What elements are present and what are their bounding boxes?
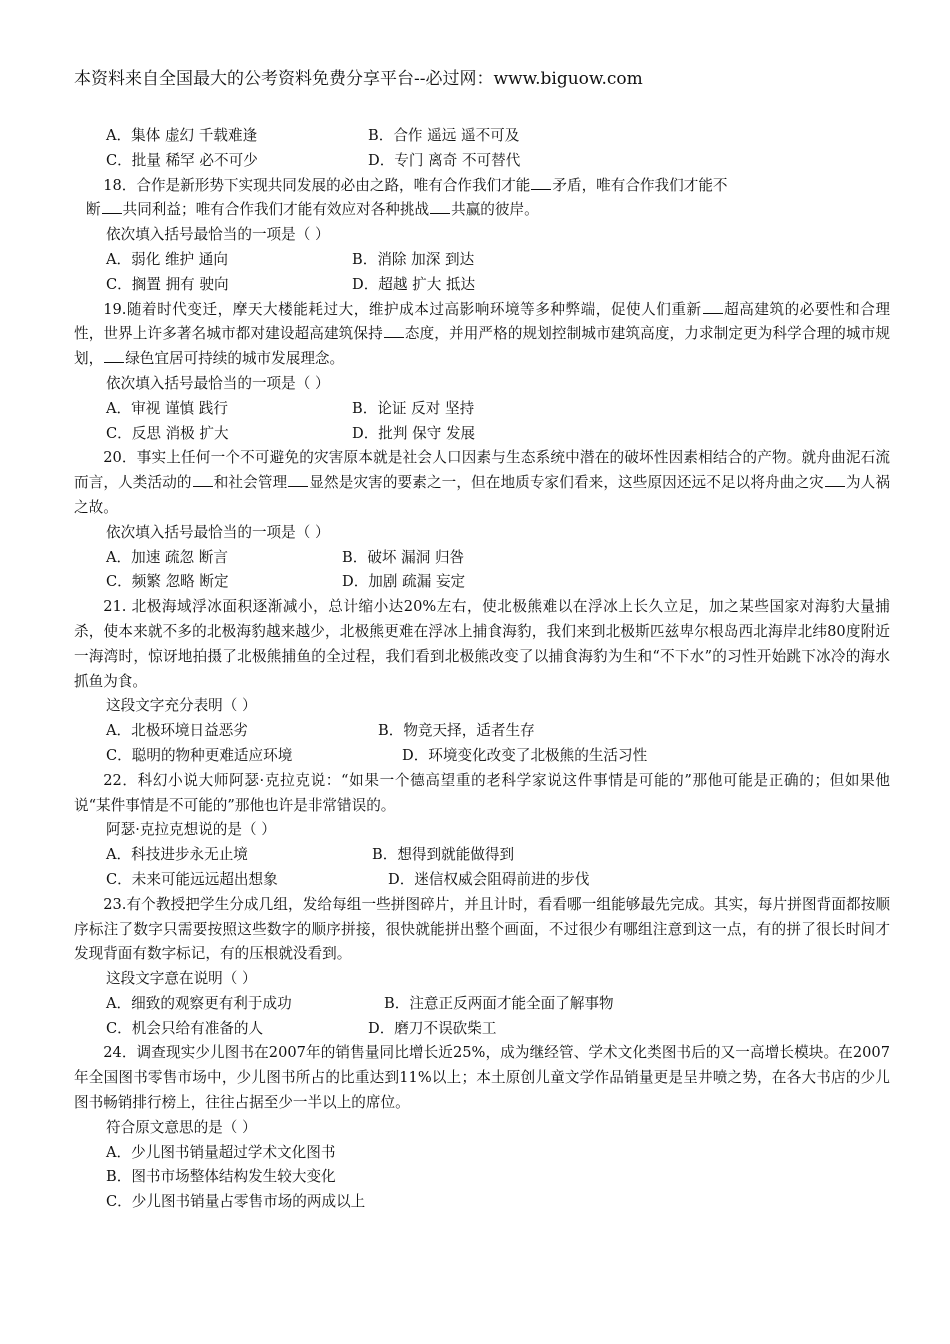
q21-option-d: D．环境变化改变了北极熊的生活习性 bbox=[402, 746, 648, 764]
q24-stem: 24．调查现实少儿图书在2007年的销售量同比增长近25%，成为继经管、学术文化类图书后的又一高增长模块。在2007年全国图书零售市场中，少儿图书所占的比重达到11%以上；本土原创儿童文学作品销量更是呈井喷之势，在各大书店的少儿图书畅销排行榜上，往往占据至少一半以上的席位。 bbox=[74, 1044, 890, 1112]
q18-option-b: B．消除 加深 到达 bbox=[352, 250, 475, 268]
q22-options-row-2 bbox=[74, 868, 890, 893]
answer-blank bbox=[104, 348, 124, 363]
q20-stem-part-2: 和社会管理 bbox=[213, 474, 288, 492]
q22-prompt: 阿瑟·克拉克想说的是（ ） bbox=[106, 821, 276, 839]
q20-stem bbox=[74, 446, 890, 520]
q20-prompt: 依次填入括号最恰当的一项是（ ） bbox=[106, 523, 330, 541]
q19-option-d: D．批判 保守 发展 bbox=[352, 424, 476, 442]
q18-options-row-1 bbox=[74, 248, 890, 273]
q20-stem-part-3: 显然是灾害的要素之一，但在地质专家们看来，这些原因还远不足以将舟曲之灾 bbox=[309, 474, 824, 492]
q18-stem bbox=[74, 174, 890, 199]
q19-option-b: B．论证 反对 坚持 bbox=[352, 399, 475, 417]
q20-option-d: D．加剧 疏漏 妄定 bbox=[342, 573, 466, 591]
q19-option-a: A．审视 谨慎 践行 bbox=[106, 399, 228, 417]
q22-option-b: B．想得到就能做得到 bbox=[372, 846, 515, 864]
q19-stem-part-4: 绿色宜居可持续的城市发展理念。 bbox=[125, 350, 345, 368]
answer-blank bbox=[430, 199, 450, 214]
q21-option-c: C．聪明的物种更难适应环境 bbox=[106, 746, 293, 764]
q18-stem-part-2: 矛盾，唯有合作我们才能不 bbox=[552, 176, 728, 194]
q17-options-row-2 bbox=[74, 149, 890, 174]
q21-options-row-1 bbox=[74, 719, 890, 744]
q17-option-c: C．批量 稀罕 必不可少 bbox=[106, 151, 258, 169]
q24-option-a: A．少儿图书销量超过学术文化图书 bbox=[106, 1143, 336, 1161]
document-body bbox=[74, 124, 890, 1215]
q24-prompt: 符合原文意思的是（ ） bbox=[106, 1118, 257, 1136]
answer-blank bbox=[288, 472, 308, 487]
q23-stem: 23.有个教授把学生分成几组，发给每组一些拼图碎片，并且计时，看看哪一组能够最先完成。其实，每片拼图背面都按顺序标注了数字只需要按照这些数字的顺序拼接，很快就能拼出整个画面，不过很少有哪组注意到这一点，有的拼了很长时间才发现背面有数字标记，有的压根就没看到。 bbox=[74, 895, 890, 963]
q21-prompt: 这段文字充分表明（ ） bbox=[106, 697, 257, 715]
answer-blank bbox=[531, 175, 551, 190]
q18-stem-part-3: 断 bbox=[86, 201, 101, 219]
q20-option-a: A．加速 疏忽 断言 bbox=[106, 548, 228, 566]
q19-options-row-2 bbox=[74, 422, 890, 447]
q18-prompt: 依次填入括号最恰当的一项是（ ） bbox=[106, 226, 330, 244]
answer-blank bbox=[384, 323, 404, 338]
q18-stem-part-4: 共同利益；唯有合作我们才能有效应对各种挑战 bbox=[122, 201, 430, 219]
q24-option-c: C．少儿图书销量占零售市场的两成以上 bbox=[106, 1193, 366, 1211]
q22-option-d: D．迷信权威会阻碍前进的步伐 bbox=[388, 870, 590, 888]
q20-stem-part-1: 20．事实上任何一个不可避免的灾害原本就是社会人口因素与生态系统中潜在的破坏性因素相结合的产物。就舟曲泥石流而言，人类活动的 bbox=[74, 449, 890, 492]
q23-option-d: D．磨刀不误砍柴工 bbox=[368, 1019, 497, 1037]
q21-stem: 21. 北极海域浮冰面积逐渐减小，总计缩小达20%左右，使北极熊难以在浮冰上长久立足，加之某些国家对海豹大量捕杀，使本来就不多的北极海豹越来越少，北极熊更难在浮冰上捕食海豹，我们来到北极斯匹兹卑尔根岛西北海岸北纬80度附近一海湾时，惊讶地拍摄了北极熊捕鱼的全过程，我们看到北极熊改变了以捕食海豹为生和“不下水”的习性开始跳下冰冷的海水抓鱼为食。 bbox=[74, 598, 890, 690]
q19-stem bbox=[74, 298, 890, 372]
q19-options-row-1 bbox=[74, 397, 890, 422]
q22-stem: 22．科幻小说大师阿瑟·克拉克说：“如果一个德高望重的老科学家说这件事情是可能的”那他可能是正确的；但如果他说“某件事情是不可能的”那他也许是非常错误的。 bbox=[74, 771, 890, 814]
q17-options-row-1 bbox=[74, 124, 890, 149]
q21-option-b: B．物竞天择，适者生存 bbox=[378, 722, 535, 740]
q24-option-b: B．图书市场整体结构发生较大变化 bbox=[106, 1168, 336, 1186]
q17-option-d: D．专门 离奇 不可替代 bbox=[368, 151, 521, 169]
q19-stem-part-2: 超高建筑的必要性和合理性，世界上许多著名城市都对建设超高建筑保持 bbox=[74, 300, 890, 343]
q18-stem-part-1: 18．合作是新形势下实现共同发展的必由之路，唯有合作我们才能 bbox=[103, 176, 531, 194]
q18-stem-continued bbox=[74, 198, 890, 223]
answer-blank bbox=[825, 472, 845, 487]
q22-options-row-1 bbox=[74, 843, 890, 868]
q18-options-row-2 bbox=[74, 273, 890, 298]
q20-options-row-2 bbox=[74, 570, 890, 595]
q18-stem-part-5: 共赢的彼岸。 bbox=[451, 201, 539, 219]
q19-option-c: C．反思 消极 扩大 bbox=[106, 424, 229, 442]
q20-options-row-1 bbox=[74, 546, 890, 571]
q19-prompt: 依次填入括号最恰当的一项是（ ） bbox=[106, 374, 330, 392]
q18-option-a: A．弱化 维护 通向 bbox=[106, 250, 228, 268]
answer-blank bbox=[102, 199, 122, 214]
q17-option-b: B．合作 遥远 遥不可及 bbox=[368, 127, 520, 144]
q20-option-b: B．破坏 漏洞 归咎 bbox=[342, 548, 465, 566]
q23-option-b: B．注意正反两面才能全面了解事物 bbox=[384, 994, 614, 1012]
q18-option-c: C．搁置 拥有 驶向 bbox=[106, 275, 229, 293]
q21-options-row-2 bbox=[74, 744, 890, 769]
q19-stem-part-1: 19.随着时代变迁，摩天大楼能耗过大，维护成本过高影响环境等多种弊端，促使人们重新 bbox=[103, 300, 702, 318]
page-header: 本资料来自全国最大的公考资料免费分享平台--必过网：www.biguow.com bbox=[74, 69, 643, 89]
q23-prompt: 这段文字意在说明（ ） bbox=[106, 970, 257, 988]
answer-blank bbox=[193, 472, 213, 487]
q23-option-c: C．机会只给有准备的人 bbox=[106, 1019, 264, 1037]
answer-blank bbox=[703, 299, 723, 314]
q20-stem-part-4: 为人祸之故。 bbox=[74, 474, 890, 516]
q23-option-a: A．细致的观察更有利于成功 bbox=[106, 994, 292, 1012]
q18-option-d: D．超越 扩大 抵达 bbox=[352, 275, 476, 293]
q19-stem-part-3: 态度，并用严格的规划控制城市建筑高度，力求制定更为科学合理的城市规划， bbox=[74, 325, 890, 368]
q22-option-a: A．科技进步永无止境 bbox=[106, 846, 248, 864]
q23-options-row-1 bbox=[74, 992, 890, 1017]
q22-option-c: C．未来可能远远超出想象 bbox=[106, 870, 278, 888]
q21-option-a: A．北极环境日益恶劣 bbox=[106, 722, 248, 740]
q20-option-c: C．频繁 忽略 断定 bbox=[106, 573, 229, 591]
q17-option-a: A．集体 虚幻 千载难逢 bbox=[106, 127, 258, 144]
q23-options-row-2 bbox=[74, 1017, 890, 1042]
